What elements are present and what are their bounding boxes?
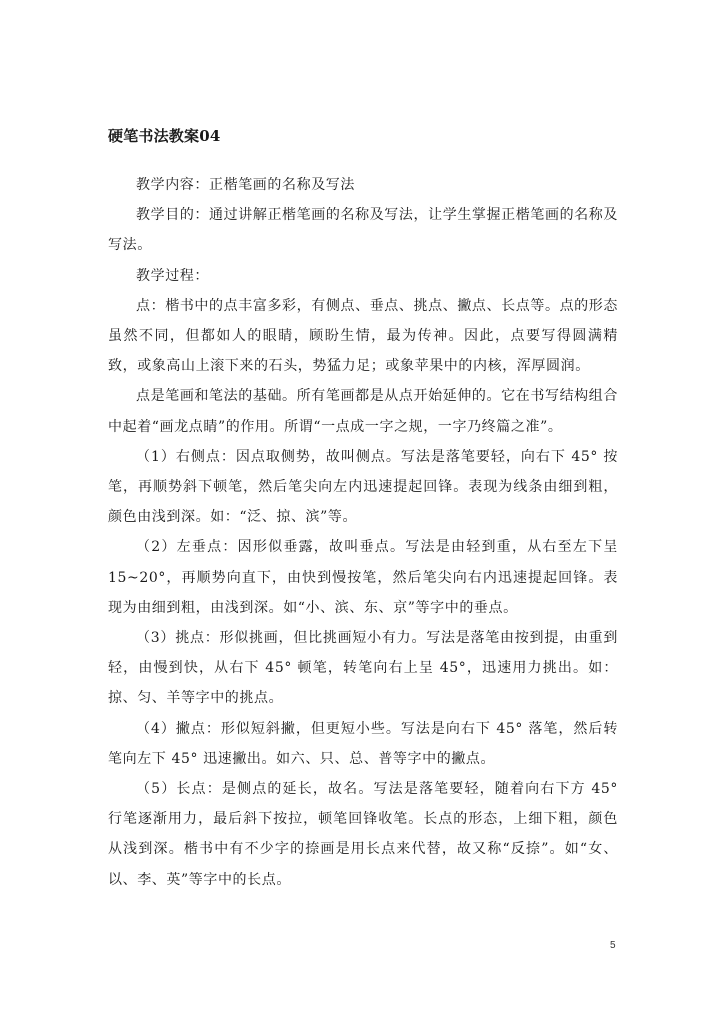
paragraph-long-dot: （5）长点：是侧点的延长，故名。写法是落笔要轻，随着向右下方 45° 行笔逐渐用力，最后斜下按拉，顿笔回锋收笔。长点的形态，上细下粗，颜色从浅到深。楷书中有不少字的捺画是用长点来代替，故又称“反捺”。如“女、以、李、英”等字中的长点。: [108, 781, 618, 888]
paragraph-teaching-content: 教学内容：正楷笔画的名称及写法: [136, 177, 355, 193]
paragraph-right-side-dot: （1）右侧点：因点取侧势，故叫侧点。写法是落笔要轻，向右下 45° 按笔，再顺势斜下顿笔，然后笔尖向左内迅速提起回锋。表现为线条由细到粗，颜色由浅到深。如：“泛、掠、滨”等。: [108, 448, 618, 526]
paragraph-teaching-goal: 教学目的：通过讲解正楷笔画的名称及写法，让学生掌握正楷笔画的名称及写法。: [108, 207, 618, 254]
paragraph-left-vertical-dot: （2）左垂点：因形似垂露，故叫垂点。写法是由轻到重，从右至左下呈 15~20°，再顺势向直下，由快到慢按笔，然后笔尖向右内迅速提起回锋。表现为由细到粗，由浅到深。如“小、滨、东、京”等字中的垂点。: [108, 539, 618, 616]
document-body: [108, 170, 618, 895]
paragraph-dot-intro: 点：楷书中的点丰富多彩，有侧点、垂点、挑点、撇点、长点等。点的形态虽然不同，但都如人的眼睛，顾盼生情，最为传神。因此，点要写得圆满精致，或象高山上滚下来的石头，势猛力足；或象苹果中的内核，浑厚圆润。: [108, 297, 618, 375]
paragraph-rising-dot: （3）挑点：形似挑画，但比挑画短小有力。写法是落笔由按到提，由重到轻，由慢到快，从右下 45° 顿笔，转笔向右上呈 45°，迅速用力挑出。如：掠、匀、羊等字中的挑点。: [108, 630, 618, 707]
document-title: 硬笔书法教案04: [108, 127, 221, 145]
paragraph-teaching-process: 教学过程：: [136, 267, 209, 284]
paragraph-dot-basis: 点是笔画和笔法的基础。所有笔画都是从点开始延伸的。它在书写结构组合中起着“画龙点睛”的作用。所谓“一点成一字之规，一字乃终篇之准”。: [108, 388, 618, 435]
page-number: 5: [610, 940, 616, 951]
paragraph-left-falling-dot: （4）撇点：形似短斜撇，但更短小些。写法是向右下 45° 落笔，然后转笔向左下 45° 迅速撇出。如六、只、总、普等字中的撇点。: [108, 720, 618, 767]
